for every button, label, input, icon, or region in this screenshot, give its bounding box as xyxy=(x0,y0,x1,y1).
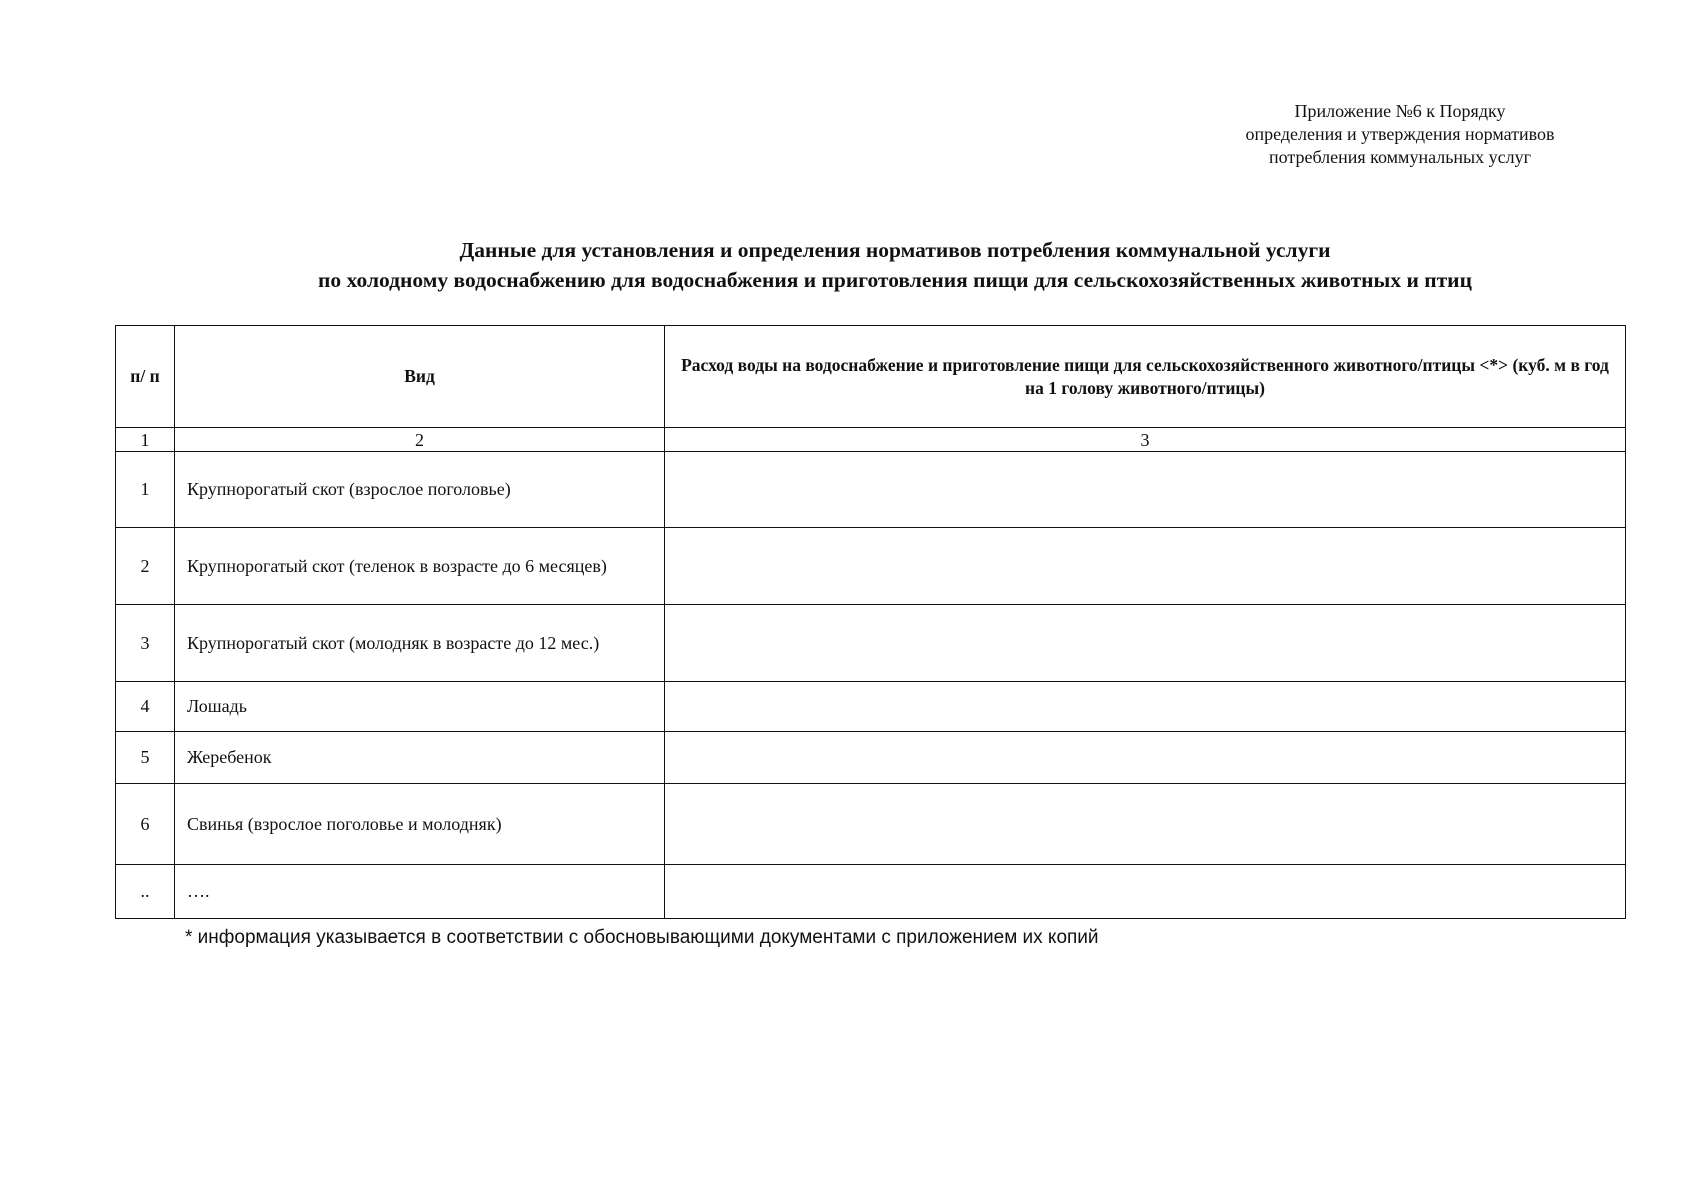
table-row xyxy=(116,452,1626,528)
header-number: п/ п xyxy=(116,326,175,428)
footnote: * информация указывается в соответствии с обосновывающими документами с приложением их копий xyxy=(185,927,1099,948)
row-kind: Крупнорогатый скот (молодняк в возрасте до 12 мес.) xyxy=(175,605,665,682)
row-number: 6 xyxy=(116,784,175,865)
row-kind: Крупнорогатый скот (взрослое поголовье) xyxy=(175,452,665,528)
column-number-row xyxy=(116,428,1626,452)
row-number: 4 xyxy=(116,682,175,732)
row-number: 5 xyxy=(116,732,175,784)
header-kind: Вид xyxy=(175,326,665,428)
title-line-1: Данные для установления и определения нормативов потребления коммунальной услуги xyxy=(459,238,1331,262)
appendix-line-2: определения и утверждения нормативов xyxy=(1245,124,1555,144)
row-value-cell[interactable] xyxy=(665,528,1626,605)
appendix-line-3: потребления коммунальных услуг xyxy=(1268,147,1532,167)
row-value-cell[interactable] xyxy=(665,452,1626,528)
row-value-cell[interactable] xyxy=(665,605,1626,682)
row-kind: Свинья (взрослое поголовье и молодняк) xyxy=(175,784,665,865)
table-row xyxy=(116,605,1626,682)
consumption-norms-table xyxy=(115,325,1626,919)
header-water-consumption: Расход воды на водоснабжение и приготовление пищи для сельскохозяйственного животного/птицы <*> (куб. м в год на 1 голову животного/птицы) xyxy=(665,326,1626,428)
row-number: .. xyxy=(116,865,175,919)
document-title xyxy=(115,235,1675,295)
row-value-cell[interactable] xyxy=(665,682,1626,732)
column-number: 3 xyxy=(665,428,1626,452)
table-header-row xyxy=(116,326,1626,428)
title-line-2: по холодному водоснабжению для водоснабжения и приготовления пищи для сельскохозяйственных животных и птиц xyxy=(318,268,1472,292)
appendix-reference xyxy=(1180,100,1620,169)
table-row xyxy=(116,732,1626,784)
column-number: 1 xyxy=(116,428,175,452)
row-value-cell[interactable] xyxy=(665,732,1626,784)
table-row xyxy=(116,865,1626,919)
row-value-cell[interactable] xyxy=(665,865,1626,919)
column-number: 2 xyxy=(175,428,665,452)
table-row xyxy=(116,682,1626,732)
row-number: 2 xyxy=(116,528,175,605)
row-number: 1 xyxy=(116,452,175,528)
row-kind: …. xyxy=(175,865,665,919)
row-kind: Крупнорогатый скот (теленок в возрасте до 6 месяцев) xyxy=(175,528,665,605)
row-kind: Жеребенок xyxy=(175,732,665,784)
appendix-line-1: Приложение №6 к Порядку xyxy=(1294,101,1506,121)
row-kind: Лошадь xyxy=(175,682,665,732)
row-number: 3 xyxy=(116,605,175,682)
row-value-cell[interactable] xyxy=(665,784,1626,865)
table-row xyxy=(116,528,1626,605)
table-row xyxy=(116,784,1626,865)
